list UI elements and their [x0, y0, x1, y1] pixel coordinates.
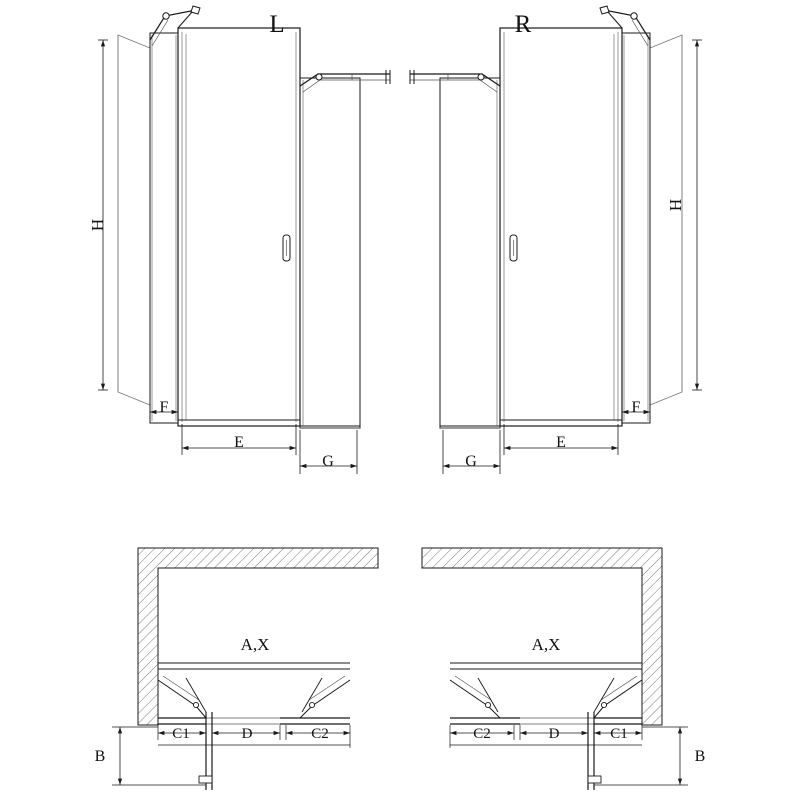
label-handing-left: L [269, 11, 285, 38]
dimension-b-left [112, 727, 206, 785]
dimension-h-right [692, 40, 702, 390]
label-handing-right: R [514, 11, 532, 38]
label-panel-f-right: F [631, 399, 641, 416]
label-panel-g-left: G [322, 453, 334, 470]
label-panel-e-right: E [556, 434, 566, 451]
label-panel-g-right: G [465, 453, 477, 470]
dimension-b-right [594, 727, 688, 785]
plan-left [112, 548, 378, 790]
label-seg-c1-right: C1 [610, 726, 628, 742]
label-width-plan-left: A,X [240, 635, 270, 654]
label-panel-e-left: E [234, 434, 244, 451]
label-height-right: H [666, 198, 685, 212]
label-seg-c1-left: C1 [172, 726, 190, 742]
label-seg-d-right: D [548, 726, 560, 742]
label-seg-c2-right: C2 [473, 726, 491, 742]
label-panel-f-left: F [159, 399, 169, 416]
label-depth-right: B [694, 748, 706, 765]
label-seg-c2-left: C2 [311, 726, 329, 742]
door-handle-right [510, 235, 517, 261]
label-depth-left: B [94, 748, 106, 765]
elevation-right [410, 6, 702, 474]
label-seg-d-left: D [241, 726, 253, 742]
dimension-h-left [98, 40, 108, 390]
plan-right [422, 548, 688, 790]
label-width-plan-right: A,X [531, 635, 561, 654]
elevation-left [98, 6, 390, 474]
door-handle-left [283, 235, 290, 261]
label-height-left: H [88, 218, 107, 232]
